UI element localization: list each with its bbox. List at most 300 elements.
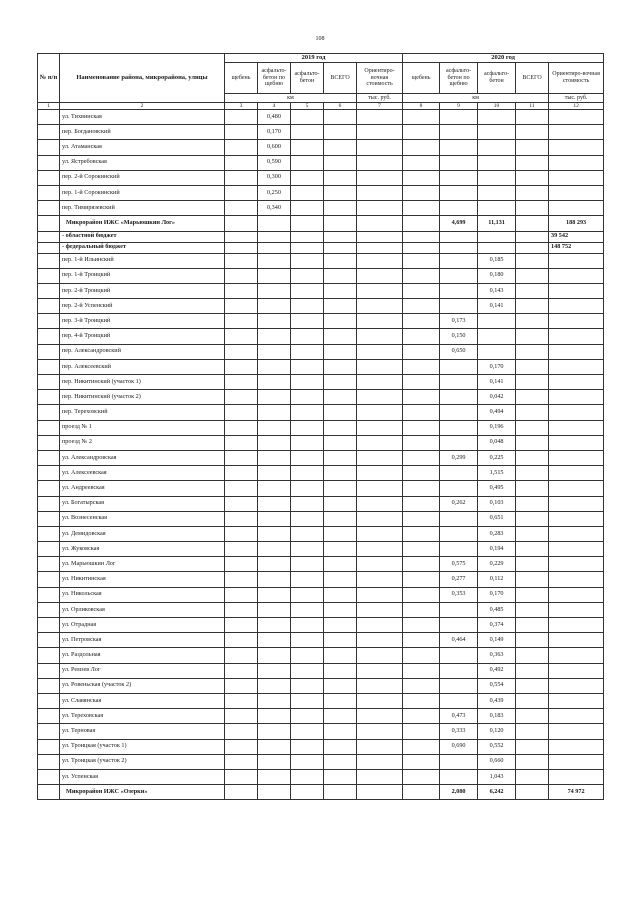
cell-col-12: 74 972 — [549, 785, 604, 800]
cell-col-6 — [324, 542, 357, 557]
cell-col-10 — [478, 140, 516, 155]
table-row — [38, 587, 604, 602]
cell-col-11 — [516, 299, 549, 314]
cell-col-11 — [516, 678, 549, 693]
table-row — [38, 557, 604, 572]
cell-col-1 — [38, 466, 60, 481]
cell-col-1 — [38, 739, 60, 754]
cell-col-6 — [324, 587, 357, 602]
header-name: Наименование района, микрорайона, улицы — [60, 54, 225, 103]
cell-col-10: 0,485 — [478, 602, 516, 617]
cell-col-10: 0,170 — [478, 587, 516, 602]
cell-col-4 — [258, 481, 291, 496]
cell-col-8 — [403, 420, 440, 435]
cell-col-11 — [516, 724, 549, 739]
cell-col-1 — [38, 231, 60, 242]
cell-col-5 — [291, 299, 324, 314]
cell-col-3 — [225, 420, 258, 435]
cell-col-3 — [225, 557, 258, 572]
cell-col-5 — [291, 769, 324, 784]
cell-col-1 — [38, 299, 60, 314]
cell-col-7 — [357, 466, 403, 481]
table-row — [38, 466, 604, 481]
cell-col-8 — [403, 283, 440, 298]
cell-col-1 — [38, 420, 60, 435]
cell-col-3 — [225, 242, 258, 253]
cell-col-7 — [357, 375, 403, 390]
cell-col-12 — [549, 648, 604, 663]
cell-col-11 — [516, 201, 549, 216]
table-row — [38, 110, 604, 125]
cell-col-5 — [291, 709, 324, 724]
cell-col-1 — [38, 663, 60, 678]
street-name: ул. Тихвинская — [60, 110, 225, 125]
cell-col-10: 1,043 — [478, 769, 516, 784]
cell-col-4 — [258, 785, 291, 800]
cell-col-7 — [357, 140, 403, 155]
cell-col-11 — [516, 283, 549, 298]
column-number: 12 — [549, 103, 604, 110]
header-total-a: ВСЕГО — [324, 63, 357, 94]
cell-col-6 — [324, 170, 357, 185]
cell-col-8 — [403, 587, 440, 602]
cell-col-3 — [225, 481, 258, 496]
cell-col-11 — [516, 739, 549, 754]
cell-col-4 — [258, 693, 291, 708]
header-asphalt-a: асфальто-бетон — [291, 63, 324, 94]
cell-col-4 — [258, 329, 291, 344]
cell-col-12 — [549, 390, 604, 405]
cell-col-9 — [440, 754, 478, 769]
cell-col-8 — [403, 663, 440, 678]
cell-col-10: 1,515 — [478, 466, 516, 481]
cell-col-3 — [225, 511, 258, 526]
cell-col-7 — [357, 405, 403, 420]
cell-col-1 — [38, 754, 60, 769]
cell-col-6 — [324, 110, 357, 125]
cell-col-11 — [516, 526, 549, 541]
cell-col-7 — [357, 663, 403, 678]
cell-col-8 — [403, 201, 440, 216]
cell-col-3 — [225, 663, 258, 678]
cell-col-7 — [357, 268, 403, 283]
cell-col-5 — [291, 201, 324, 216]
cell-col-5 — [291, 329, 324, 344]
cell-col-6 — [324, 359, 357, 374]
table-row — [38, 526, 604, 541]
cell-col-7 — [357, 587, 403, 602]
cell-col-11 — [516, 572, 549, 587]
cell-col-7 — [357, 678, 403, 693]
cell-col-11 — [516, 648, 549, 663]
cell-col-11 — [516, 466, 549, 481]
table-row — [38, 201, 604, 216]
cell-col-4 — [258, 344, 291, 359]
cell-col-6 — [324, 526, 357, 541]
table-row — [38, 769, 604, 784]
cell-col-1 — [38, 709, 60, 724]
table-row — [38, 125, 604, 140]
cell-col-9: 0,575 — [440, 557, 478, 572]
cell-col-11 — [516, 140, 549, 155]
cell-col-3 — [225, 542, 258, 557]
cell-col-6 — [324, 769, 357, 784]
cell-col-8 — [403, 572, 440, 587]
street-name: пер. Никитинский (участок 1) — [60, 375, 225, 390]
cell-col-4 — [258, 724, 291, 739]
cell-col-4 — [258, 435, 291, 450]
cell-col-1 — [38, 253, 60, 268]
table-row — [38, 481, 604, 496]
cell-col-7 — [357, 693, 403, 708]
street-name: ул. Славянская — [60, 693, 225, 708]
cell-col-1 — [38, 450, 60, 465]
cell-col-12 — [549, 754, 604, 769]
cell-col-5 — [291, 633, 324, 648]
cell-col-12 — [549, 663, 604, 678]
cell-col-11 — [516, 481, 549, 496]
cell-col-6 — [324, 511, 357, 526]
cell-col-12 — [549, 314, 604, 329]
cell-col-7 — [357, 201, 403, 216]
cell-col-6 — [324, 140, 357, 155]
street-name: проезд № 1 — [60, 420, 225, 435]
cell-col-8 — [403, 511, 440, 526]
cell-col-12: 188 293 — [549, 216, 604, 231]
cell-col-3 — [225, 329, 258, 344]
cell-col-5 — [291, 754, 324, 769]
cell-col-7 — [357, 170, 403, 185]
page-number: 108 — [315, 36, 325, 42]
table-row — [38, 435, 604, 450]
cell-col-8 — [403, 496, 440, 511]
cell-col-5 — [291, 375, 324, 390]
table-row — [38, 663, 604, 678]
cell-col-1 — [38, 587, 60, 602]
street-name: проезд № 2 — [60, 435, 225, 450]
cell-col-1 — [38, 390, 60, 405]
cell-col-9 — [440, 466, 478, 481]
table-row — [38, 678, 604, 693]
unit-rub-a: тыс. руб. — [357, 94, 403, 103]
cell-col-6 — [324, 375, 357, 390]
cell-col-10: 0,048 — [478, 435, 516, 450]
cell-col-3 — [225, 709, 258, 724]
table-row — [38, 375, 604, 390]
cell-col-4 — [258, 466, 291, 481]
street-name: пер. Александровский — [60, 344, 225, 359]
cell-col-4 — [258, 390, 291, 405]
street-name: пер. 2-й Успенский — [60, 299, 225, 314]
cell-col-8 — [403, 253, 440, 268]
cell-col-6 — [324, 125, 357, 140]
street-name: ул. Алексеевская — [60, 466, 225, 481]
cell-col-1 — [38, 526, 60, 541]
cell-col-10 — [478, 170, 516, 185]
cell-col-11 — [516, 216, 549, 231]
cell-col-3 — [225, 185, 258, 200]
cell-col-1 — [38, 283, 60, 298]
cell-col-11 — [516, 602, 549, 617]
cell-col-10 — [478, 231, 516, 242]
cell-col-3 — [225, 785, 258, 800]
cell-col-6 — [324, 185, 357, 200]
street-name: пер. 3-й Троицкий — [60, 314, 225, 329]
cell-col-7 — [357, 618, 403, 633]
cell-col-4 — [258, 375, 291, 390]
cell-col-1 — [38, 242, 60, 253]
cell-col-3 — [225, 125, 258, 140]
cell-col-11 — [516, 754, 549, 769]
cell-col-6 — [324, 572, 357, 587]
cell-col-5 — [291, 481, 324, 496]
cell-col-5 — [291, 216, 324, 231]
column-number: 7 — [357, 103, 403, 110]
column-number: 9 — [440, 103, 478, 110]
cell-col-1 — [38, 557, 60, 572]
street-name: Микрорайон ИЖС «Марьюшкин Лог» — [60, 216, 225, 231]
cell-col-1 — [38, 216, 60, 231]
cell-col-4: 0,170 — [258, 125, 291, 140]
cell-col-5 — [291, 693, 324, 708]
cell-col-9 — [440, 375, 478, 390]
table-row — [38, 420, 604, 435]
cell-col-10: 0,495 — [478, 481, 516, 496]
cell-col-3 — [225, 526, 258, 541]
table-row — [38, 185, 604, 200]
cell-col-9 — [440, 231, 478, 242]
street-name: ул. Никитинская — [60, 572, 225, 587]
cell-col-9: 0,150 — [440, 329, 478, 344]
cell-col-5 — [291, 170, 324, 185]
cell-col-9 — [440, 648, 478, 663]
cell-col-7 — [357, 785, 403, 800]
cell-col-6 — [324, 496, 357, 511]
column-number: 6 — [324, 103, 357, 110]
table-row — [38, 359, 604, 374]
cell-col-9 — [440, 185, 478, 200]
cell-col-1 — [38, 785, 60, 800]
cell-col-3 — [225, 618, 258, 633]
cell-col-4 — [258, 648, 291, 663]
cell-col-11 — [516, 450, 549, 465]
street-name: ул. Жуковская — [60, 542, 225, 557]
cell-col-10: 0,439 — [478, 693, 516, 708]
cell-col-11 — [516, 329, 549, 344]
street-name: пер. Богдановский — [60, 125, 225, 140]
table-row — [38, 542, 604, 557]
cell-col-6 — [324, 420, 357, 435]
cell-col-3 — [225, 587, 258, 602]
cell-col-11 — [516, 420, 549, 435]
roads-table — [37, 53, 604, 800]
cell-col-1 — [38, 435, 60, 450]
cell-col-9: 2,080 — [440, 785, 478, 800]
cell-col-4 — [258, 450, 291, 465]
cell-col-1 — [38, 170, 60, 185]
cell-col-4: 0,300 — [258, 170, 291, 185]
cell-col-4 — [258, 572, 291, 587]
cell-col-5 — [291, 618, 324, 633]
cell-col-10: 0,141 — [478, 299, 516, 314]
cell-col-7 — [357, 242, 403, 253]
cell-col-1 — [38, 724, 60, 739]
cell-col-10: 0,225 — [478, 450, 516, 465]
street-name: ул. Терновая — [60, 724, 225, 739]
street-name: пер. Никитинский (участок 2) — [60, 390, 225, 405]
cell-col-9: 4,699 — [440, 216, 478, 231]
cell-col-1 — [38, 185, 60, 200]
cell-col-9 — [440, 542, 478, 557]
cell-col-8 — [403, 242, 440, 253]
cell-col-9 — [440, 420, 478, 435]
street-name: пер. Алексеевский — [60, 359, 225, 374]
cell-col-9 — [440, 481, 478, 496]
table-row — [38, 450, 604, 465]
cell-col-7 — [357, 481, 403, 496]
cell-col-9 — [440, 268, 478, 283]
cell-col-9 — [440, 283, 478, 298]
cell-col-1 — [38, 602, 60, 617]
table-row — [38, 283, 604, 298]
cell-col-7 — [357, 283, 403, 298]
cell-col-5 — [291, 125, 324, 140]
table-row — [38, 299, 604, 314]
table-row — [38, 268, 604, 283]
cell-col-3 — [225, 375, 258, 390]
cell-col-5 — [291, 663, 324, 678]
cell-col-7 — [357, 110, 403, 125]
cell-col-9 — [440, 253, 478, 268]
cell-col-8 — [403, 231, 440, 242]
cell-col-4 — [258, 405, 291, 420]
cell-col-9 — [440, 618, 478, 633]
cell-col-8 — [403, 170, 440, 185]
cell-col-8 — [403, 602, 440, 617]
cell-col-5 — [291, 648, 324, 663]
cell-col-11 — [516, 511, 549, 526]
cell-col-7 — [357, 231, 403, 242]
cell-col-3 — [225, 724, 258, 739]
cell-col-5 — [291, 420, 324, 435]
cell-col-1 — [38, 678, 60, 693]
cell-col-9 — [440, 663, 478, 678]
cell-col-3 — [225, 344, 258, 359]
cell-col-7 — [357, 633, 403, 648]
street-name: ул. Отрадная — [60, 618, 225, 633]
cell-col-4: 0,340 — [258, 201, 291, 216]
cell-col-4 — [258, 359, 291, 374]
column-number: 10 — [478, 103, 516, 110]
cell-col-8 — [403, 110, 440, 125]
street-name: ул. Атаманская — [60, 140, 225, 155]
cell-col-1 — [38, 481, 60, 496]
cell-col-7 — [357, 739, 403, 754]
cell-col-9: 0,473 — [440, 709, 478, 724]
cell-col-12 — [549, 769, 604, 784]
column-number: 4 — [258, 103, 291, 110]
cell-col-10: 0,554 — [478, 678, 516, 693]
cell-col-3 — [225, 435, 258, 450]
cell-col-7 — [357, 435, 403, 450]
cell-col-11 — [516, 587, 549, 602]
cell-col-1 — [38, 496, 60, 511]
cell-col-1 — [38, 618, 60, 633]
cell-col-3 — [225, 283, 258, 298]
cell-col-12 — [549, 375, 604, 390]
cell-col-10 — [478, 344, 516, 359]
cell-col-4 — [258, 314, 291, 329]
cell-col-8 — [403, 344, 440, 359]
cell-col-9: 0,690 — [440, 739, 478, 754]
cell-col-4 — [258, 602, 291, 617]
street-name: ул. Богатырская — [60, 496, 225, 511]
cell-col-12 — [549, 724, 604, 739]
cell-col-10: 0,552 — [478, 739, 516, 754]
cell-col-3 — [225, 405, 258, 420]
cell-col-8 — [403, 466, 440, 481]
cell-col-1 — [38, 155, 60, 170]
cell-col-3 — [225, 314, 258, 329]
cell-col-7 — [357, 511, 403, 526]
cell-col-4 — [258, 754, 291, 769]
table-row — [38, 140, 604, 155]
cell-col-9 — [440, 693, 478, 708]
cell-col-7 — [357, 390, 403, 405]
cell-col-9 — [440, 769, 478, 784]
cell-col-10: 0,170 — [478, 359, 516, 374]
cell-col-8 — [403, 405, 440, 420]
cell-col-1 — [38, 572, 60, 587]
cell-col-6 — [324, 390, 357, 405]
cell-col-8 — [403, 633, 440, 648]
table-row — [38, 231, 604, 242]
table-row — [38, 709, 604, 724]
cell-col-11 — [516, 693, 549, 708]
cell-col-11 — [516, 375, 549, 390]
table-row — [38, 754, 604, 769]
cell-col-7 — [357, 216, 403, 231]
cell-col-9 — [440, 435, 478, 450]
cell-col-9 — [440, 602, 478, 617]
cell-col-5 — [291, 155, 324, 170]
cell-col-12 — [549, 110, 604, 125]
cell-col-12 — [549, 405, 604, 420]
column-number: 11 — [516, 103, 549, 110]
table-row — [38, 155, 604, 170]
cell-col-12 — [549, 253, 604, 268]
cell-col-3 — [225, 359, 258, 374]
column-number: 8 — [403, 103, 440, 110]
cell-col-1 — [38, 329, 60, 344]
cell-col-4 — [258, 242, 291, 253]
cell-col-3 — [225, 268, 258, 283]
table-row — [38, 170, 604, 185]
header-cost-a: Ориентиро-вочная стоимость — [357, 63, 403, 94]
cell-col-12 — [549, 739, 604, 754]
cell-col-8 — [403, 481, 440, 496]
cell-col-6 — [324, 785, 357, 800]
cell-col-9: 0,333 — [440, 724, 478, 739]
cell-col-5 — [291, 283, 324, 298]
cell-col-5 — [291, 110, 324, 125]
cell-col-6 — [324, 155, 357, 170]
cell-col-8 — [403, 557, 440, 572]
cell-col-10: 0,229 — [478, 557, 516, 572]
cell-col-3 — [225, 572, 258, 587]
cell-col-11 — [516, 242, 549, 253]
cell-col-11 — [516, 185, 549, 200]
